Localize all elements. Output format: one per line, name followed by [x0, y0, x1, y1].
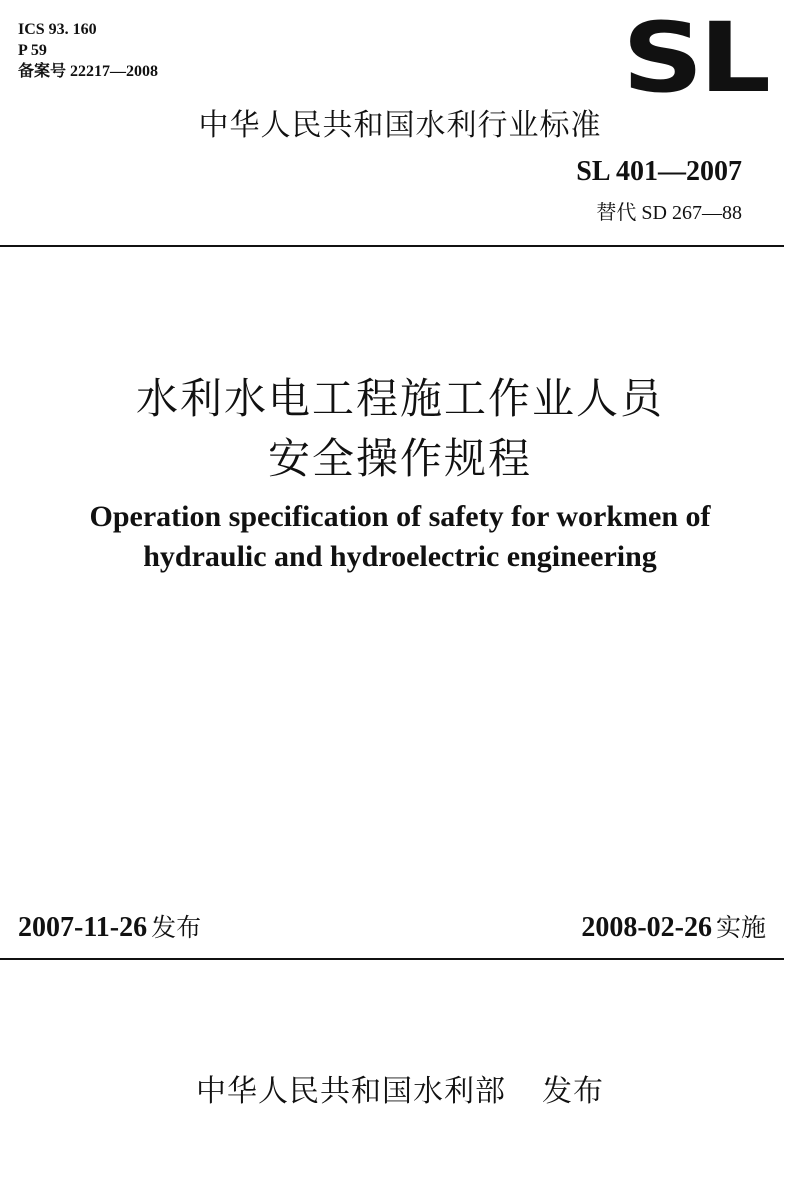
effective-date-block — [581, 908, 766, 944]
publisher-name: 中华人民共和国水利部 — [196, 1074, 506, 1109]
title-cn-line1: 水利水电工程施工作业人员 — [135, 374, 664, 423]
issue-label: 发布 — [151, 913, 202, 942]
effective-label: 实施 — [715, 913, 766, 942]
standard-code: SL 401—2007 — [576, 156, 742, 187]
sl-logo: SL — [621, 2, 766, 114]
bottom-divider — [0, 958, 784, 960]
title-en-line1: Operation specification of safety for workmen of — [89, 500, 711, 533]
issue-date: 2007-11-26 — [18, 912, 148, 943]
record-number: 备案号 22217—2008 — [18, 63, 159, 80]
publisher — [0, 1066, 800, 1110]
publisher-action: 发布 — [542, 1074, 604, 1109]
title-cn-line2: 安全操作规程 — [267, 434, 532, 483]
effective-date: 2008-02-26 — [581, 912, 712, 943]
standard-category-title: 中华人民共和国水利行业标准 — [198, 108, 602, 143]
issue-date-block — [18, 908, 201, 944]
top-divider — [0, 245, 784, 247]
replaces-note: 替代 SD 267—88 — [596, 202, 742, 224]
p-code: P 59 — [18, 42, 47, 59]
ics-code: ICS 93. 160 — [18, 21, 97, 38]
title-en-line2: hydraulic and hydroelectric engineering — [143, 540, 657, 573]
